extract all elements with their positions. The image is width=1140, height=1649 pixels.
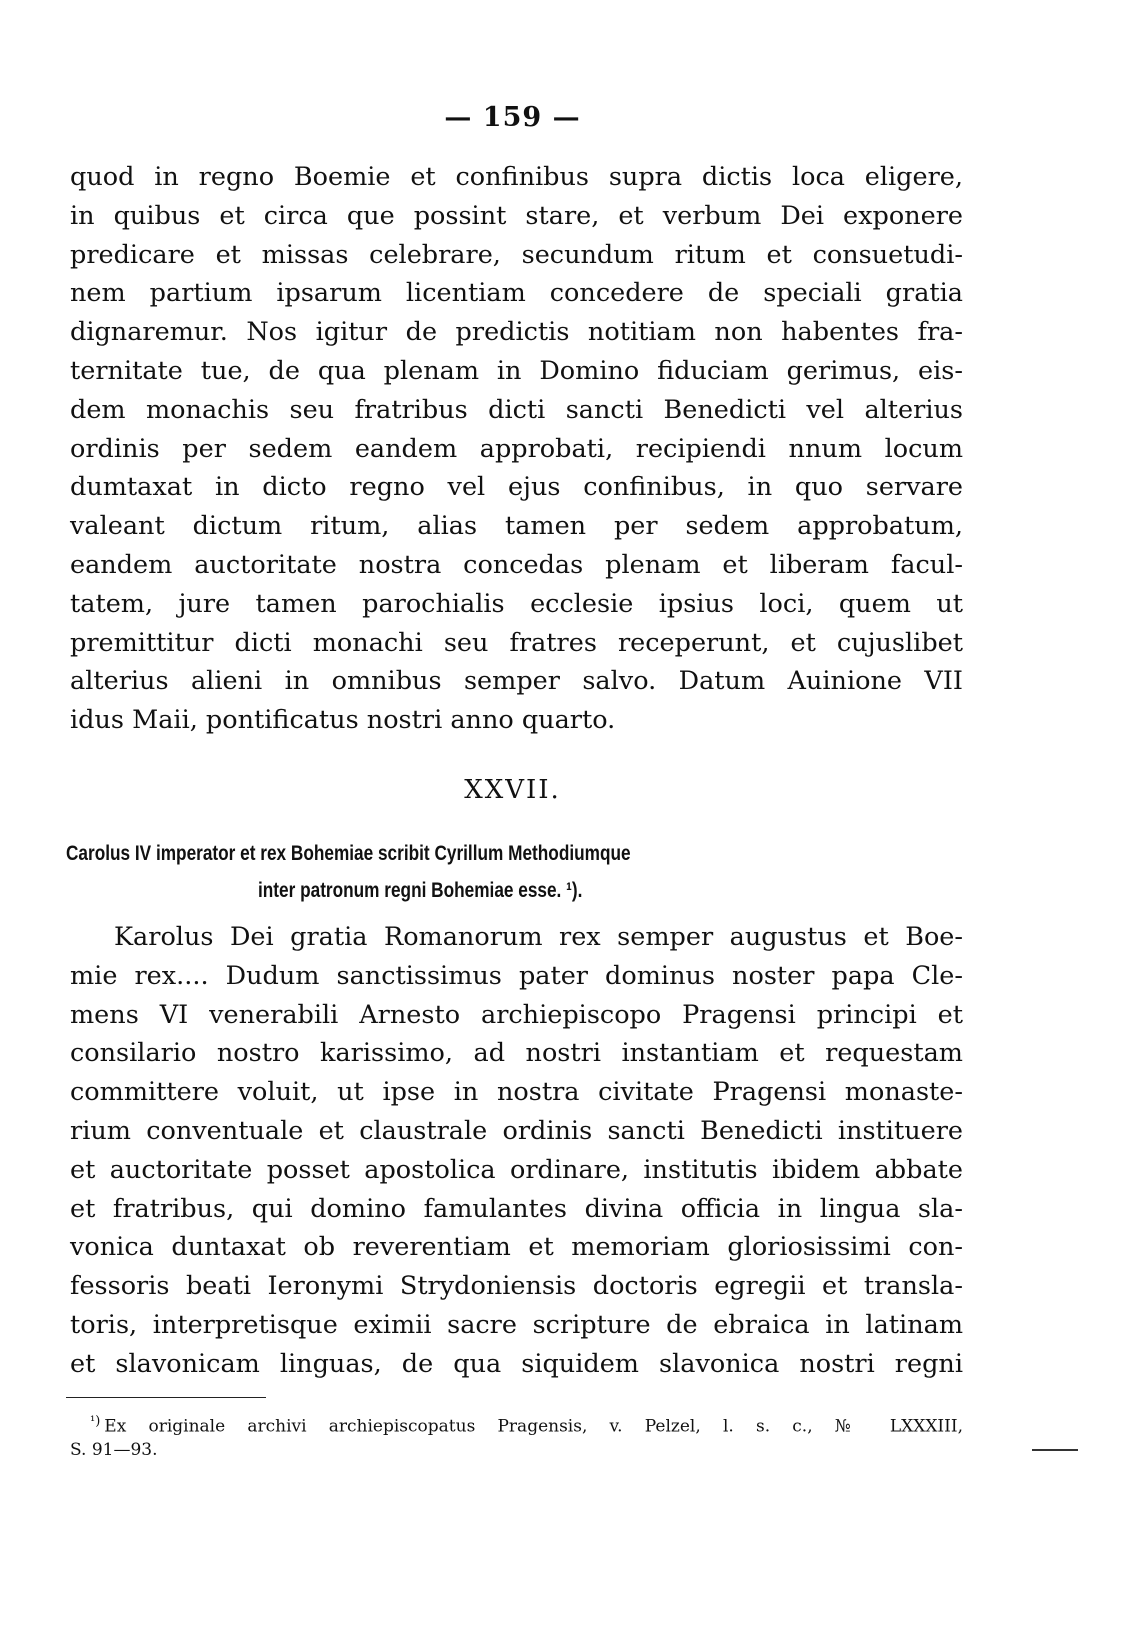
text-line: premittitur dicti monachi seu fratres receperunt, et cujuslibet bbox=[70, 627, 963, 658]
text-line: fessoris beati Ieronymi Strydoniensis doctoris egregii et transla- bbox=[70, 1271, 963, 1302]
text-line: ternitate tue, de qua plenam in Domino fiduciam gerimus, eis- bbox=[70, 355, 963, 386]
text-line: dem monachis seu fratribus dicti sancti Benedicti vel alterius bbox=[70, 394, 963, 425]
text-line: eandem auctoritate nostra concedas plenam et liberam facul- bbox=[70, 549, 963, 580]
page-number: — 159 — bbox=[444, 102, 581, 133]
text-line: consilario nostro karissimo, ad nostri instantiam et requestam bbox=[70, 1038, 963, 1069]
text-line: Karolus Dei gratia Romanorum rex semper augustus et Boe- bbox=[114, 922, 963, 952]
text-line: dignaremur. Nos igitur de predictis notitiam non habentes fra- bbox=[70, 317, 963, 348]
document-body bbox=[70, 918, 963, 1384]
section-number: XXVII. bbox=[464, 775, 561, 805]
footnote-text: Ex originale archivi archiepiscopatus Pragensis, v. Pelzel, l. s. c., № LXXXIII, bbox=[104, 1416, 963, 1437]
text-line: predicare et missas celebrare, secundum ritum et consuetudi- bbox=[70, 239, 963, 270]
text-line: mie rex.... Dudum sanctissimus pater dominus noster papa Cle- bbox=[70, 960, 963, 991]
paragraph-continued bbox=[70, 158, 963, 740]
text-line: in quibus et circa que possint stare, et verbum Dei exponere bbox=[70, 200, 963, 231]
section-heading-line-2: inter patronum regni Bohemiae esse. ¹). bbox=[258, 879, 583, 902]
text-line: dumtaxat in dicto regno vel ejus confinibus, in quo servare bbox=[70, 472, 963, 503]
text-line: idus Maii, pontificatus nostri anno quarto. bbox=[70, 705, 616, 736]
section-heading-line-1: Carolus IV imperator et rex Bohemiae scribit Cyrillum Methodiumque bbox=[66, 842, 631, 865]
text-line: ordinis per sedem eandem approbati, recipiendi nnum locum bbox=[70, 433, 963, 464]
text-line: vonica duntaxat ob reverentiam et memoriam gloriosissimi con- bbox=[70, 1232, 963, 1263]
text-line: quod in regno Boemie et confinibus supra dictis loca eligere, bbox=[70, 162, 963, 192]
footnote-line bbox=[70, 1408, 963, 1436]
margin-dash bbox=[1032, 1449, 1078, 1451]
text-line: committere voluit, ut ipse in nostra civitate Pragensi monaste- bbox=[70, 1077, 963, 1108]
text-line: rium conventuale et claustrale ordinis sancti Benedicti instituere bbox=[70, 1115, 963, 1146]
text-line: mens VI venerabili Arnesto archiepiscopo Pragensi principi et bbox=[70, 999, 963, 1030]
footnote bbox=[70, 1408, 963, 1464]
text-line: toris, interpretisque eximii sacre scripture de ebraica in latinam bbox=[70, 1309, 963, 1340]
text-line: et auctoritate posset apostolica ordinare, institutis ibidem abbate bbox=[70, 1154, 963, 1185]
footnote-divider bbox=[66, 1397, 266, 1398]
footnote-line: S. 91—93. bbox=[70, 1440, 158, 1460]
text-line: et slavonicam linguas, de qua siquidem slavonica nostri regni bbox=[70, 1348, 963, 1379]
text-line: et fratribus, qui domino famulantes divina officia in lingua sla- bbox=[70, 1193, 963, 1224]
footnote-marker: ¹) bbox=[90, 1414, 101, 1429]
text-line: valeant dictum ritum, alias tamen per sedem approbatum, bbox=[70, 511, 963, 542]
text-line: alterius alieni in omnibus semper salvo. Datum Auinione VII bbox=[70, 666, 963, 697]
text-line: tatem, jure tamen parochialis ecclesie ipsius loci, quem ut bbox=[70, 588, 963, 619]
text-line: nem partium ipsarum licentiam concedere de speciali gratia bbox=[70, 278, 963, 309]
